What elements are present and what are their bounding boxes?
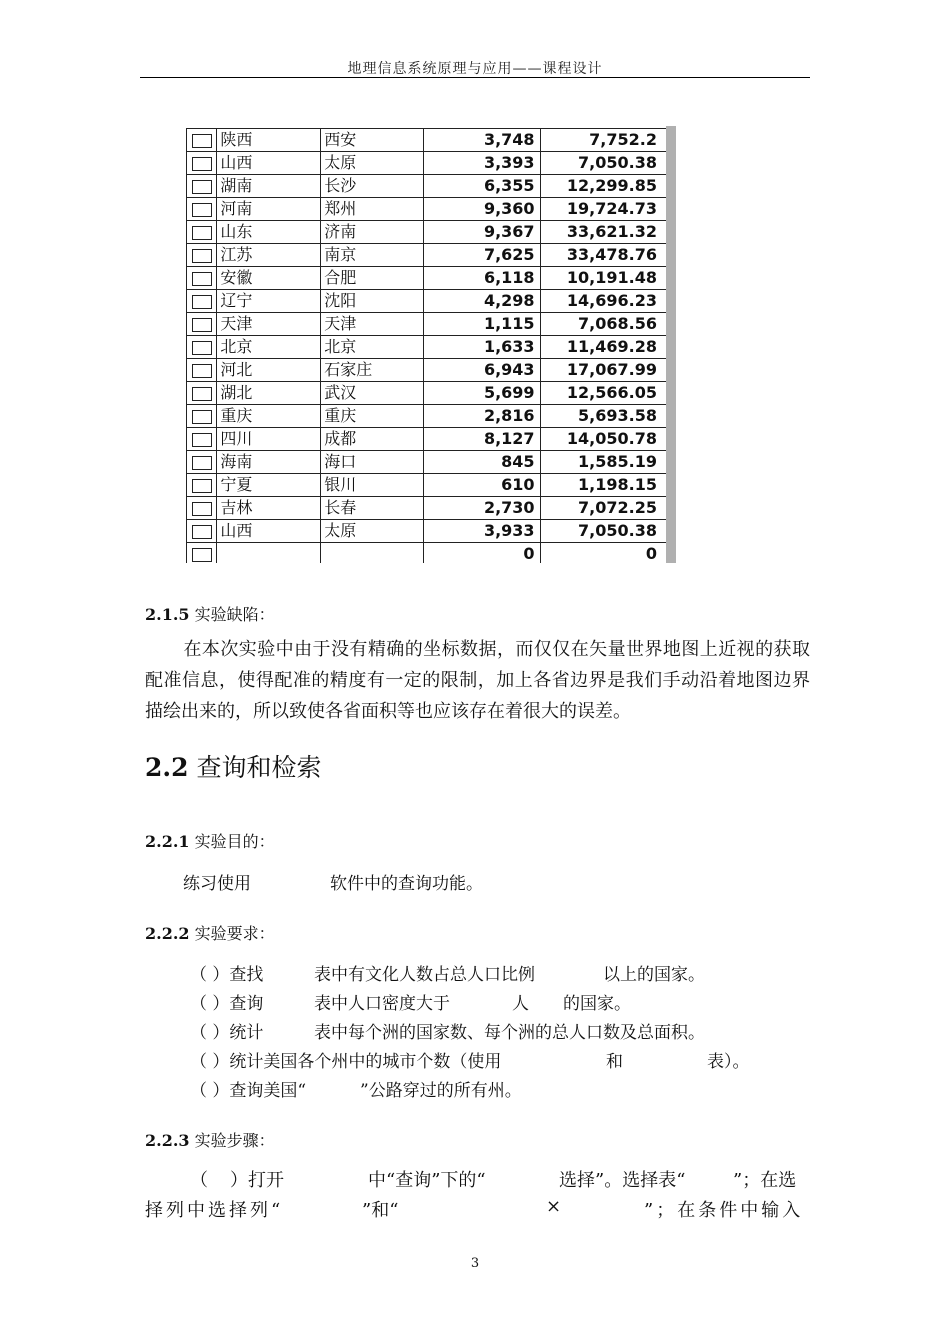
req-2-a: （ ）查询 [190, 994, 264, 1014]
checkbox-icon [192, 157, 212, 171]
gdp-cell: 1,198.15 [540, 474, 675, 497]
table-row[interactable] [187, 290, 676, 313]
gdp-cell: 7,072.25 [540, 497, 675, 520]
table-row[interactable] [187, 244, 676, 267]
gdp-cell: 33,478.76 [540, 244, 675, 267]
req-4-c: 表）。 [707, 1052, 750, 1072]
row-checkbox[interactable] [187, 520, 217, 543]
checkbox-icon [192, 410, 212, 424]
gdp-cell: 33,621.32 [540, 221, 675, 244]
page-header: 地理信息系统原理与应用——课程设计 [347, 61, 603, 77]
table-row[interactable] [187, 313, 676, 336]
province-cell: 海南 [217, 451, 321, 474]
checkbox-icon [192, 318, 212, 332]
city-cell: 天津 [321, 313, 424, 336]
province-cell: 天津 [217, 313, 321, 336]
section-2-2-1-line-a: 练习使用 [183, 874, 251, 894]
population-cell: 1,633 [424, 336, 540, 359]
city-cell: 沈阳 [321, 290, 424, 313]
province-cell: 湖南 [217, 175, 321, 198]
row-checkbox[interactable] [187, 129, 217, 152]
province-cell: 江苏 [217, 244, 321, 267]
row-checkbox[interactable] [187, 267, 217, 290]
table-row[interactable] [187, 267, 676, 290]
province-cell: 四川 [217, 428, 321, 451]
row-checkbox[interactable] [187, 428, 217, 451]
checkbox-icon [192, 548, 212, 562]
table-row[interactable] [187, 221, 676, 244]
population-cell: 4,298 [424, 290, 540, 313]
table-row[interactable] [187, 152, 676, 175]
table-row[interactable] [187, 520, 676, 543]
population-cell: 0 [424, 543, 540, 564]
population-cell: 3,748 [424, 129, 540, 152]
population-cell: 6,355 [424, 175, 540, 198]
req-3-a: （ ）统计 [190, 1023, 264, 1043]
table-row[interactable] [187, 198, 676, 221]
province-cell: 北京 [217, 336, 321, 359]
checkbox-icon [192, 502, 212, 516]
population-cell: 1,115 [424, 313, 540, 336]
province-cell: 山西 [217, 152, 321, 175]
gdp-cell: 12,566.05 [540, 382, 675, 405]
page-number: 3 [470, 1256, 480, 1271]
section-2-2-2-heading: 2.2.2 实验要求： [145, 924, 275, 943]
step-1-e: ”；在选 [733, 1170, 797, 1191]
req-4-b: 和 [606, 1052, 623, 1072]
row-checkbox[interactable] [187, 451, 217, 474]
table-row[interactable] [187, 382, 676, 405]
population-cell: 9,367 [424, 221, 540, 244]
city-cell: 石家庄 [321, 359, 424, 382]
req-1-a: （ ）查找 [190, 965, 264, 985]
table-row[interactable] [187, 497, 676, 520]
checkbox-icon [192, 364, 212, 378]
population-cell: 2,816 [424, 405, 540, 428]
gdp-cell: 0 [540, 543, 675, 564]
gdp-cell: 7,068.56 [540, 313, 675, 336]
table-row[interactable] [187, 451, 676, 474]
population-cell: 7,625 [424, 244, 540, 267]
gdp-cell: 14,050.78 [540, 428, 675, 451]
gdp-cell: 5,693.58 [540, 405, 675, 428]
step-2-d: ”；在条件中输入 [644, 1200, 804, 1221]
city-cell: 南京 [321, 244, 424, 267]
gdp-cell: 19,724.73 [540, 198, 675, 221]
checkbox-icon [192, 249, 212, 263]
province-cell: 山西 [217, 520, 321, 543]
table-scrollbar[interactable] [666, 126, 676, 563]
step-1-b: ）打开 [230, 1170, 284, 1191]
province-cell [217, 543, 321, 564]
gdp-cell: 10,191.48 [540, 267, 675, 290]
req-3-b: 表中每个洲的国家数、每个洲的总人口数及总面积。 [314, 1023, 705, 1043]
checkbox-icon [192, 456, 212, 470]
step-2-c: × [546, 1196, 562, 1217]
province-cell: 山东 [217, 221, 321, 244]
table-row[interactable] [187, 543, 676, 564]
city-cell: 海口 [321, 451, 424, 474]
data-table-screenshot [186, 126, 676, 563]
city-cell: 银川 [321, 474, 424, 497]
row-checkbox[interactable] [187, 359, 217, 382]
row-checkbox[interactable] [187, 290, 217, 313]
city-cell: 长春 [321, 497, 424, 520]
population-cell: 8,127 [424, 428, 540, 451]
table-row[interactable] [187, 175, 676, 198]
gdp-cell: 7,050.38 [540, 520, 675, 543]
step-1-d: 选择”。选择表“ [559, 1170, 686, 1191]
population-cell: 3,933 [424, 520, 540, 543]
req-2-d: 的国家。 [563, 994, 631, 1014]
checkbox-icon [192, 272, 212, 286]
step-2-a: 择列中选择列“ [145, 1200, 284, 1221]
row-checkbox[interactable] [187, 405, 217, 428]
city-cell: 太原 [321, 520, 424, 543]
section-2-2-1-heading: 2.2.1 实验目的： [145, 832, 275, 851]
row-checkbox[interactable] [187, 474, 217, 497]
checkbox-icon [192, 341, 212, 355]
population-cell: 845 [424, 451, 540, 474]
city-cell: 武汉 [321, 382, 424, 405]
population-cell: 2,730 [424, 497, 540, 520]
gdp-cell: 12,299.85 [540, 175, 675, 198]
row-checkbox[interactable] [187, 244, 217, 267]
step-1-a: （ [190, 1170, 208, 1191]
population-cell: 6,943 [424, 359, 540, 382]
city-cell: 北京 [321, 336, 424, 359]
req-2-c: 人 [512, 994, 529, 1014]
table-row[interactable] [187, 359, 676, 382]
province-cell: 宁夏 [217, 474, 321, 497]
table-row[interactable] [187, 474, 676, 497]
row-checkbox[interactable] [187, 221, 217, 244]
req-1-c: 以上的国家。 [603, 965, 705, 985]
checkbox-icon [192, 226, 212, 240]
req-5-a: （ ）查询美国“ [190, 1081, 307, 1101]
province-cell: 安徽 [217, 267, 321, 290]
province-cell: 湖北 [217, 382, 321, 405]
checkbox-icon [192, 295, 212, 309]
gdp-cell: 7,752.2 [540, 129, 675, 152]
checkbox-icon [192, 479, 212, 493]
req-1-b: 表中有文化人数占总人口比例 [314, 965, 535, 985]
checkbox-icon [192, 180, 212, 194]
gdp-cell: 17,067.99 [540, 359, 675, 382]
row-checkbox[interactable] [187, 152, 217, 175]
section-2-2-1-line-b: 软件中的查询功能。 [330, 874, 483, 894]
province-cell: 河南 [217, 198, 321, 221]
city-cell: 重庆 [321, 405, 424, 428]
gdp-cell: 11,469.28 [540, 336, 675, 359]
section-2-2-heading: 2.2 查询和检索 [145, 753, 322, 782]
population-cell: 9,360 [424, 198, 540, 221]
province-cell: 陕西 [217, 129, 321, 152]
city-cell: 郑州 [321, 198, 424, 221]
row-checkbox[interactable] [187, 313, 217, 336]
population-cell: 5,699 [424, 382, 540, 405]
province-cell: 河北 [217, 359, 321, 382]
checkbox-icon [192, 525, 212, 539]
population-cell: 610 [424, 474, 540, 497]
checkbox-icon [192, 134, 212, 148]
section-2-1-5-body: 在本次实验中由于没有精确的坐标数据，而仅仅在矢量世界地图上近视的获取配准信息，使得配准的精度有一定的限制，加上各省边界是我们手动沿着地图边界描绘出来的，所以致使各省面积等也应该存在着很大的误差。 [145, 639, 810, 722]
province-cell: 重庆 [217, 405, 321, 428]
gdp-cell: 1,585.19 [540, 451, 675, 474]
section-2-1-5-heading: 2.1.5 实验缺陷： [145, 605, 275, 624]
table-row[interactable] [187, 405, 676, 428]
section-2-2-3-heading: 2.2.3 实验步骤： [145, 1131, 275, 1150]
row-checkbox[interactable] [187, 382, 217, 405]
city-cell: 合肥 [321, 267, 424, 290]
city-cell: 长沙 [321, 175, 424, 198]
row-checkbox[interactable] [187, 336, 217, 359]
city-cell: 西安 [321, 129, 424, 152]
row-checkbox[interactable] [187, 175, 217, 198]
step-2-b: ”和“ [362, 1200, 399, 1221]
population-cell: 6,118 [424, 267, 540, 290]
province-cell: 辽宁 [217, 290, 321, 313]
table-row[interactable] [187, 428, 676, 451]
population-cell: 3,393 [424, 152, 540, 175]
city-cell [321, 543, 424, 564]
province-cell: 吉林 [217, 497, 321, 520]
city-cell: 成都 [321, 428, 424, 451]
row-checkbox[interactable] [187, 497, 217, 520]
header-rule [140, 77, 810, 78]
checkbox-icon [192, 433, 212, 447]
city-cell: 济南 [321, 221, 424, 244]
checkbox-icon [192, 203, 212, 217]
req-5-b: ”公路穿过的所有州。 [360, 1081, 522, 1101]
gdp-cell: 7,050.38 [540, 152, 675, 175]
row-checkbox[interactable] [187, 543, 217, 564]
row-checkbox[interactable] [187, 198, 217, 221]
table-row[interactable] [187, 129, 676, 152]
city-cell: 太原 [321, 152, 424, 175]
gdp-cell: 14,696.23 [540, 290, 675, 313]
step-1-c: 中“查询”下的“ [368, 1170, 486, 1191]
req-4-a: （ ）统计美国各个州中的城市个数（使用 [190, 1052, 502, 1072]
checkbox-icon [192, 387, 212, 401]
province-table [186, 128, 676, 563]
req-2-b: 表中人口密度大于 [314, 994, 450, 1014]
table-row[interactable] [187, 336, 676, 359]
